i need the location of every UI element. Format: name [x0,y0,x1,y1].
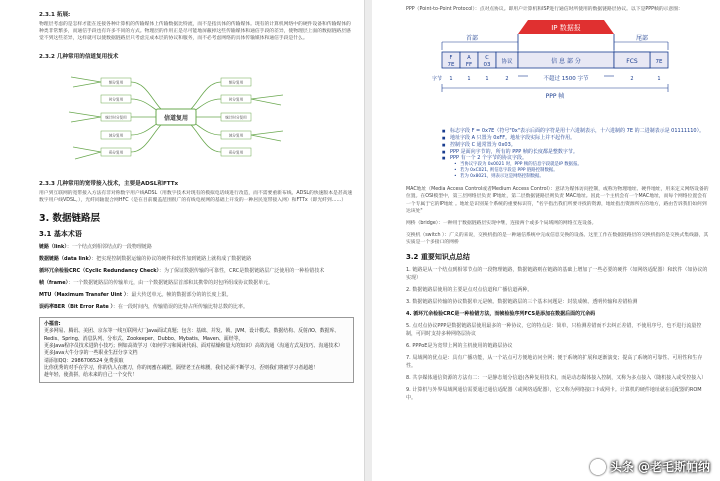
point-9: 9. 计算机与外界局域网通信需要通过通信适配器（或网络适配器），它又称为网络接口卡或网卡。计算机的硬件地址就在适配器的ROM中。 [406,386,702,401]
term-ber: 误码率BER（Bit Error Rate ）：在一段时间内，传输错误的比特占所传输比特总数的比率。 [39,304,248,311]
ip-datagram-label: IP 数据报 [551,24,581,33]
promo-title: 小福音: [44,321,61,328]
promo-line-5: 比你优秀的对手在学习，你的仇人在磨刀，你的闺蜜在减肥，隔壁老王在练腰，我们必须不断学习，否则我们将被学习者超越！ [44,364,318,371]
point-6: 6. PPPoE是为宽带上网的主机使用的链路层协议 [406,342,513,349]
point-5: 5. 点对点协议PPP是数据链路层使用最多的一种协议，它的特点是：简单，只检测差错而不去纠正差错，不使用序号，也不进行流量控制，可同时支持多种网络层协议 [406,322,702,337]
mindmap-center-label: 信道复用 [163,114,189,122]
mindmap-right-node-4: 波分复用 [228,133,244,138]
section-2-3-3-paragraph: 用户到互联网的宽带接入方法有非对称数字用户线ADSL（用数字技术对现有的模拟电话线进行改造，而不需要重新布线。ADSL的快速版本是甚高速数字用户线VDSL。），光纤同轴混合网HFC（是在目前覆盖范围很广的有线电视网的基础上开发的一种居民宽带接入网）和FTTx（即光纤到……） [39,190,353,203]
section-3-2-title: 3.2 重要知识点总结 [406,252,470,261]
section-2-3-1-paragraph: 物理层考虑的是怎样才能在连接各种计算机的传输媒体上传输数据比特流，而不是指具体的传输媒体。现有的计算机网络中的硬件设备和传输媒体的种类非常繁多，而通信手段也有许多不同的方式。物理层的作用正是尽可能地屏蔽掉这些传输媒体和通信手段的差异，使物理层上面的数据链路层感觉不到这些差异，这样就可以使数据链路层只考虑完成本层的协议和服务，而不必考虑网络的具体传输媒体和通信手段是什么。 [39,22,351,42]
field-address: FF [465,62,473,69]
note-protocol-8021: • 若为 0x8021，则表示这是网络控制数据。 [436,174,710,180]
promo-line-2: 更多Java程序员技术进阶小技巧；例如高效学习（如何学习和阅读代码、面对枯燥和量大的知识）高效沟通（沟通方式及技巧、沟通技术） [44,342,343,349]
ppp-frame-diagram [432,18,676,120]
right-page [372,0,720,481]
svg-text:1: 1 [449,76,453,83]
bytes-label: 字节 [432,76,443,83]
section-2-3-2-title: 2.3.2 几种常用的信道复用技术 [39,53,119,60]
point-7: 7. 局域网的优点是：具有广播功能，从一个站点可方便地访问全网；便于系统的扩展和逐渐演变；提高了系统的可靠性、可用性和生存性。 [406,354,703,369]
promo-box [39,317,354,383]
bridge-paragraph: 网桥（bridge）：一种用于数据链路层实现中继，连接两个或多个局域网的网络互连设备。 [406,221,597,226]
ppp-frame-label: PPP 帧 [545,93,565,101]
promo-line-1: 更多网易、腾讯、美团、京东等一线互联网大厂Java面试真题；包含：基础、并发、锁、JVM、设计模式、数据结构、反射/IO、数据库、Redis、Spring、消息队列、分布式、Zookeeper、Dubbo、Mybatis、Maven、面经等。 [44,328,340,342]
frame-tail-label: 尾部 [636,35,649,43]
mindmap-right-node-1: 频分复用 [228,80,244,85]
term-frame: 帧（frame）：一个数据链路层的传输单元，由一个数据链路层首部和其携带的封包所组成协议数据单元。 [39,280,274,287]
svg-text:2: 2 [505,76,509,83]
note-address: ■ 地址字段 A 只置为 0xFF。地址字段实际上并不起作用。 [436,135,710,142]
promo-line-6: 趁年轻，使劲拼，给未来的自己一个交代！ [44,372,137,379]
mindmap-left-node-3: 统计时分复用 [105,115,127,120]
mindmap-left-node-4: 波分复用 [108,133,124,138]
field-control: 03 [483,62,491,69]
chapter-3-title: 3. 数据链路层 [39,213,101,225]
ppp-intro: PPP（Point-to-Point Protocol）：点对点协议。即用户计算机和ISP进行通信时所使用的数据链路层协议。以下是PPP帧的示意图： [406,7,683,12]
watermark-logo-icon [590,459,606,475]
svg-text:1: 1 [657,76,661,83]
switch-paragraph: 交换机（switch ）：广义的来说，交换机指的是一种通信系统中完成信息交换的设备。这里工作在数据链路层的交换机指的是交换式集线器，其实质是一个多接口的网桥 [406,233,709,246]
promo-line-4: 请添加QQ：2986706524 免费获取 [44,357,124,364]
section-3-1-title: 3.1 基本术语 [39,230,82,239]
field-a-letter: A [467,55,471,62]
note-byte-oriented: ■ PPP 是面向字节的，所有的 PPP 帧的长度都是整数字节。 [436,149,710,156]
note-protocol-c021: • 若为 0xC021, 则信息字段是 PPP 链路控制数据。 [436,168,710,174]
field-info: 信 息 部 分 [551,58,581,66]
frame-head-label: 首部 [466,35,479,43]
mindmap-left-node-2: 时分复用 [108,97,124,102]
svg-text:2: 2 [630,76,634,83]
note-control: ■ 控制字段 C 通常置为 0x03。 [436,142,710,149]
svg-text:1: 1 [485,76,489,83]
mindmap-right-node-5: 码分复用 [228,150,244,155]
field-fcs: FCS [626,58,638,66]
info-size-label: 不超过 1500 字节 [543,76,589,83]
point-8: 8. 共享媒体通信资源的方法有二：一是静态划分信道(各种复用技术)，而是动态媒体接入控制，又称为多点接入（随机接入或受控接入） [406,374,707,381]
term-mtu: MTU（Maximum Transfer Uint ）：最大传送单元。帧的数据部分的的长度上限。 [39,292,232,299]
note-protocol: ■ PPP 有一个 2 个字节的协议字段。 [436,155,710,162]
mindmap-right-node-3: 统计时分复用 [225,115,247,120]
point-1: 1. 链路是从一个结点到相邻节点的一段物理链路，数据链路则在链路的基础上增加了一些必要的硬件（如网络适配器）和软件（如协议的实现） [406,266,708,281]
mac-address-paragraph: MAC地址（Media Access Control或者Medium Access Control）：意译为媒体访问控制，或称为物理地址、硬件地址，用来定义网络设备的位置。在OSI模型中，第三层网络层负责 IP地址，第二层数据链路层则负责 MAC地址。因此一个主机会有一个MAC地址，而每个网络位置会有一个专属于它的IP地址 。地址是识别某个系统的重要标识符，"名字指出我们所要寻找的资源，地址指出资源所在的地方，路由告诉我们如何到达该处" [406,187,709,214]
promo-line-3: 更多Java大牛分享的一些职业生涯分享文档 [44,350,138,357]
mindmap-left-node-1: 频分复用 [108,80,124,85]
field-flag-end: 7E [655,59,663,66]
section-2-3-1-title: 2.3.1 拓展: [39,12,71,18]
ppp-field-notes [436,128,710,180]
point-4: 4. 循环冗余检验CRC是一种检错方法，而帧检验序列FCS是添加在数据后面的冗余码 [406,310,596,317]
field-c-letter: C [485,55,489,62]
mindmap-left-node-5: 码分复用 [108,150,124,155]
field-flag: 7E [447,62,455,69]
note-flag: ■ 标志字段 F = 0x7E（符号"0x"表示后面的字符是用十六进制表示，十六进制的 7E 的二进制表示是 01111110）。 [436,128,710,135]
point-3: 3. 数据链路层传输的协议数据单元是帧。数据链路层的三个基本问题是：封装成帧、透明传输和差错检测 [406,298,638,305]
watermark [590,458,710,475]
svg-text:1: 1 [467,76,471,83]
point-2: 2. 数据链路层使用的主要是点对点信道和广播信道两种。 [406,286,533,293]
term-data-link: 数据链路（data link）：把实现控制数据运输的协议的硬件和软件加到链路上就构成了数据链路 [39,256,252,263]
watermark-text: 头条 @老毛斯帕纳 [609,460,710,474]
field-protocol: 协议 [501,59,513,66]
section-2-3-3-title: 2.3.3 几种常用的宽带接入技术，主要是ADSL和FTTx [39,180,179,187]
field-f-letter: F [449,55,453,62]
note-protocol-0021: • 当协议字段为 0x0021 时，PPP 帧的信息字段就是IP 数据报。 [436,162,710,168]
term-link: 链路（link）：一个结点到相邻结点的一段物理链路 [39,244,152,251]
mindmap-right-node-2: 时分复用 [228,97,244,102]
term-crc: 循环冗余检验CRC（Cyclic Redundancy Check）：为了保证数据传输的可靠性，CRC是数据链路层广泛使用的一种检错技术 [39,268,325,275]
multiplexing-mind-map [61,67,291,167]
